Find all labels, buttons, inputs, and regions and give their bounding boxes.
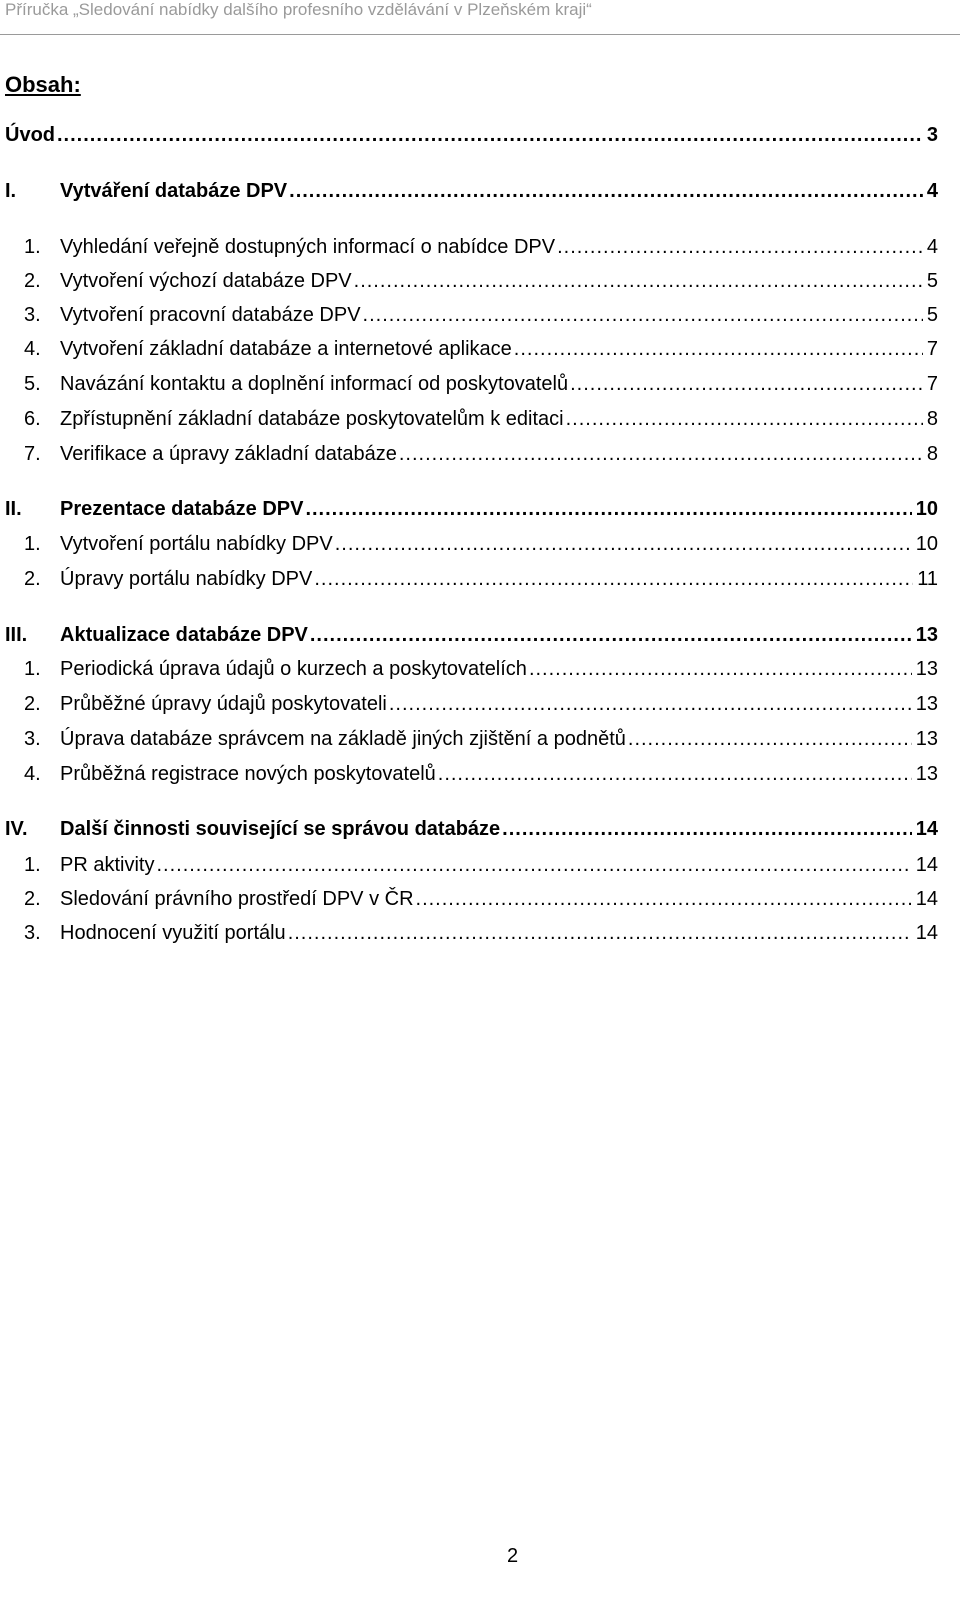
toc-entry-title: Úvod [5, 124, 55, 146]
toc-dot-leader [628, 728, 912, 751]
toc-entry-number: II. [5, 498, 22, 520]
toc-entry-number: 4. [24, 763, 41, 785]
toc-entry-title: PR aktivity [60, 854, 155, 876]
toc-entry-title: Úprava databáze správcem na základě jiných zjištění a podnětů [60, 728, 626, 750]
toc-entry-title: Vyhledání veřejně dostupných informací o nabídce DPV [60, 236, 556, 258]
toc-entry-title: Další činnosti související se správou databáze [60, 818, 501, 840]
toc-entry-page: 10 [915, 533, 938, 555]
toc-entry-page: 13 [915, 693, 938, 715]
toc-dot-leader [570, 373, 923, 396]
toc-entry-page: 11 [917, 568, 938, 590]
toc-entry-title: Úpravy portálu nabídky DPV [60, 568, 313, 590]
toc-entry-page: 5 [926, 270, 938, 292]
toc-entry[interactable] [5, 568, 938, 596]
toc-entry-page: 3 [926, 124, 938, 146]
toc-dot-leader [566, 408, 923, 431]
toc-entry-number: 3. [24, 922, 41, 944]
toc-dot-leader [416, 888, 912, 911]
toc-dot-leader [514, 338, 923, 361]
toc-entry[interactable] [5, 236, 938, 264]
toc-entry-title: Hodnocení využití portálu [60, 922, 286, 944]
toc-entry-page: 13 [915, 728, 938, 750]
toc-entry-page: 14 [915, 818, 938, 840]
toc-entry-number: 2. [24, 888, 41, 910]
toc-entry-title: Prezentace databáze DPV [60, 498, 304, 520]
toc-entry-title: Vytváření databáze DPV [60, 180, 288, 202]
toc-entry-page: 13 [915, 658, 938, 680]
toc-entry-title: Periodická úprava údajů o kurzech a poskytovatelích [60, 658, 527, 680]
toc-dot-leader [289, 180, 923, 203]
toc-entry[interactable] [5, 124, 938, 152]
toc-dot-leader [305, 498, 911, 521]
toc-entry[interactable] [5, 728, 938, 756]
toc-entry[interactable] [5, 658, 938, 686]
toc-entry-number: 1. [24, 236, 41, 258]
toc-entry-number: III. [5, 624, 28, 646]
toc-entry-page: 14 [915, 922, 938, 944]
toc-dot-leader [529, 658, 912, 681]
toc-dot-leader [363, 304, 923, 327]
toc-dot-leader [335, 533, 912, 556]
toc-dot-leader [310, 624, 912, 647]
toc-entry-number: 3. [24, 728, 41, 750]
toc-dot-leader [354, 270, 923, 293]
page-number: 2 [506, 1545, 519, 1567]
toc-dot-leader [156, 854, 911, 877]
toc-entry[interactable] [5, 888, 938, 916]
toc-entry[interactable] [5, 624, 938, 652]
toc-entry[interactable] [5, 922, 938, 950]
toc-entry-page: 8 [926, 408, 938, 430]
toc-entry-page: 5 [926, 304, 938, 326]
toc-entry-title: Vytvoření portálu nabídky DPV [60, 533, 333, 555]
toc-entry-page: 4 [926, 180, 938, 202]
toc-entry[interactable] [5, 180, 938, 208]
toc-entry[interactable] [5, 498, 938, 526]
toc-entry-title: Verifikace a úpravy základní databáze [60, 443, 397, 465]
toc-entry-page: 8 [926, 443, 938, 465]
toc-entry-title: Navázání kontaktu a doplnění informací od poskytovatelů [60, 373, 569, 395]
toc-entry-page: 14 [915, 854, 938, 876]
toc-entry[interactable] [5, 854, 938, 882]
toc-entry[interactable] [5, 304, 938, 332]
toc-entry-title: Vytvoření pracovní databáze DPV [60, 304, 361, 326]
toc-entry[interactable] [5, 408, 938, 436]
toc-entry-number: 2. [24, 568, 41, 590]
toc-entry-number: 1. [24, 854, 41, 876]
toc-dot-leader [57, 124, 923, 147]
toc-entry-number: 1. [24, 533, 41, 555]
toc-dot-leader [438, 763, 912, 786]
toc-entry-number: I. [5, 180, 17, 202]
toc-entry[interactable] [5, 763, 938, 791]
toc-entry-number: 2. [24, 270, 41, 292]
toc-entry-number: 2. [24, 693, 41, 715]
toc-entry-title: Aktualizace databáze DPV [60, 624, 308, 646]
toc-entry-number: 3. [24, 304, 41, 326]
running-header: Příručka „Sledování nabídky dalšího profesního vzdělávání v Plzeňském kraji“ [5, 0, 592, 19]
toc-entry[interactable] [5, 693, 938, 721]
toc-entry[interactable] [5, 373, 938, 401]
toc-heading: Obsah: [5, 72, 81, 97]
toc-entry[interactable] [5, 270, 938, 298]
toc-entry-number: 4. [24, 338, 41, 360]
toc-entry-number: 7. [24, 443, 41, 465]
toc-entry-title: Vytvoření základní databáze a internetové aplikace [60, 338, 512, 360]
toc-entry-page: 10 [915, 498, 938, 520]
toc-entry-number: 6. [24, 408, 41, 430]
toc-entry-title: Vytvoření výchozí databáze DPV [60, 270, 352, 292]
toc-entry-page: 7 [926, 373, 938, 395]
toc-entry-page: 13 [915, 624, 938, 646]
toc-dot-leader [399, 443, 923, 466]
toc-entry-title: Zpřístupnění základní databáze poskytovatelům k editaci [60, 408, 564, 430]
toc-dot-leader [389, 693, 912, 716]
toc-entry-number: 1. [24, 658, 41, 680]
toc-entry[interactable] [5, 338, 938, 366]
toc-dot-leader [502, 818, 912, 841]
toc-entry-number: 5. [24, 373, 41, 395]
toc-entry-page: 7 [926, 338, 938, 360]
toc-entry[interactable] [5, 443, 938, 471]
toc-entry[interactable] [5, 533, 938, 561]
header-divider [0, 34, 960, 35]
toc-entry-title: Sledování právního prostředí DPV v ČR [60, 888, 414, 910]
toc-entry-title: Průběžná registrace nových poskytovatelů [60, 763, 436, 785]
toc-dot-leader [288, 922, 912, 945]
toc-entry-page: 4 [926, 236, 938, 258]
toc-entry[interactable] [5, 818, 938, 846]
toc-dot-leader [314, 568, 913, 591]
toc-entry-page: 14 [915, 888, 938, 910]
toc-entry-number: IV. [5, 818, 28, 840]
toc-entry-page: 13 [915, 763, 938, 785]
toc-dot-leader [557, 236, 923, 259]
toc-entry-title: Průběžné úpravy údajů poskytovateli [60, 693, 387, 715]
